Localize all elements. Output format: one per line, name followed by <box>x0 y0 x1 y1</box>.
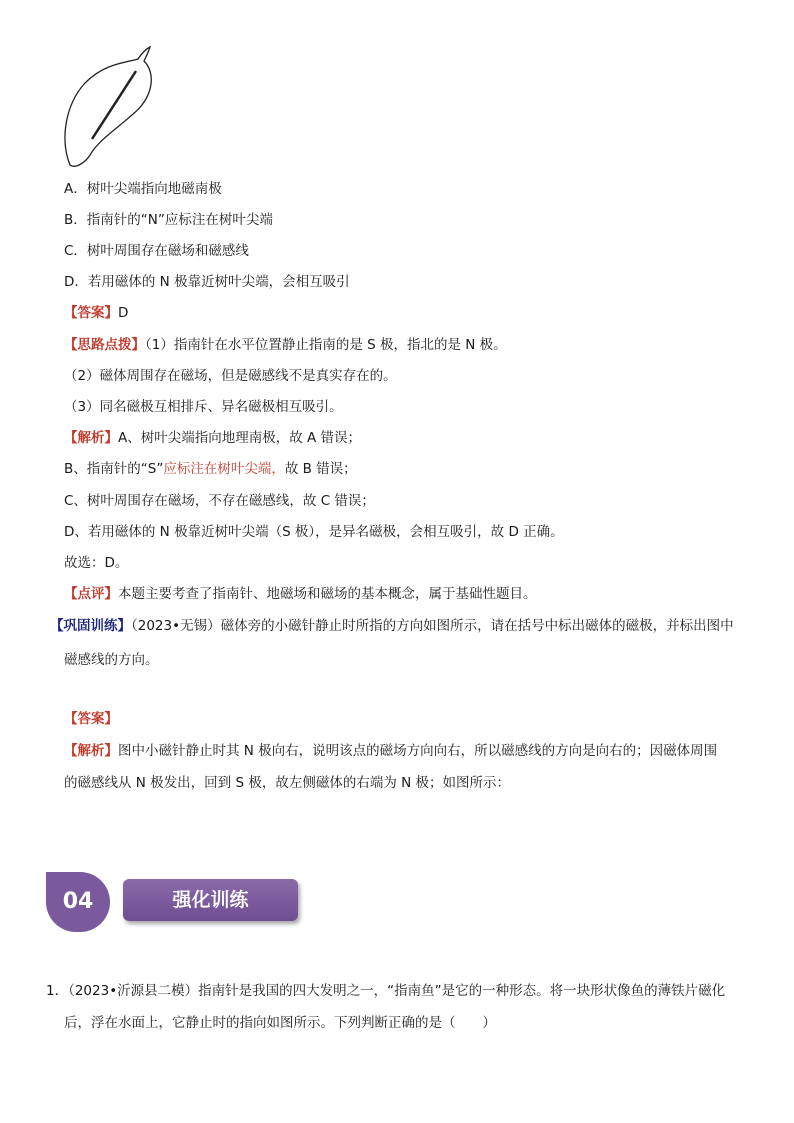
question-1-line-2: 后，浮在水面上，它静止时的指向如图所示。下列判断正确的是（ ） <box>64 1015 496 1031</box>
analysis-line-d: D、若用磁体的 N 极靠近树叶尖端（S 极），是异名磁极，会相互吸引，故 D 正确。 <box>64 524 564 540</box>
answer2-line <box>64 709 118 729</box>
comment-tag: 【点评】 <box>64 586 118 602</box>
consolidation-line-1 <box>50 616 734 636</box>
analysis-text-b-pre: B、指南针的“S” <box>64 461 164 477</box>
tips-line-1 <box>64 335 507 355</box>
comment-line <box>64 584 537 604</box>
tips-line-2: （2）磁体周围存在磁场，但是磁感线不是真实存在的。 <box>64 368 397 384</box>
leaf-figure <box>60 45 160 170</box>
section-number-badge: 04 <box>46 872 110 932</box>
analysis-text-a: A、树叶尖端指向地理南极，故 A 错误； <box>118 430 362 446</box>
consolidation-tag: 【巩固训练】 <box>50 618 131 634</box>
answer-value: D <box>118 305 129 321</box>
analysis2-tag: 【解析】 <box>64 743 118 759</box>
question-1-line-1: 1．（2023•沂源县二模）指南针是我国的四大发明之一，“指南鱼”是它的一种形态。将一块形状像鱼的薄铁片磁化 <box>46 983 726 999</box>
analysis-text-b-mid: 应标注在树叶尖端， <box>163 461 285 477</box>
analysis2-line-2: 的磁感线从 N 极发出，回到 S 极，故左侧磁体的右端为 N 极；如图所示： <box>64 775 511 791</box>
section-title-banner: 强化训练 <box>123 879 298 921</box>
option-a: A．树叶尖端指向地磁南极 <box>64 181 222 197</box>
tips-text-1: （1）指南针在水平位置静止指南的是 S 极，指北的是 N 极。 <box>145 337 507 353</box>
analysis-line-b <box>64 459 357 479</box>
consolidation-text-1: （2023•无锡）磁体旁的小磁针静止时所指的方向如图所示，请在括号中标出磁体的磁极，并标出图中 <box>131 618 734 634</box>
analysis-text-b-post: 故 B 错误； <box>284 461 357 477</box>
consolidation-line-2: 磁感线的方向。 <box>64 652 159 668</box>
answer2-tag: 【答案】 <box>64 711 118 727</box>
choose-line: 故选：D。 <box>64 555 129 571</box>
leaf-outline <box>65 47 151 166</box>
compass-needle <box>92 71 136 139</box>
analysis-line-a <box>64 428 361 448</box>
answer-tag: 【答案】 <box>64 305 118 321</box>
comment-text: 本题主要考查了指南针、地磁场和磁场的基本概念，属于基础性题目。 <box>118 586 537 602</box>
option-d: D．若用磁体的 N 极靠近树叶尖端，会相互吸引 <box>64 274 350 290</box>
analysis-tag: 【解析】 <box>64 430 118 446</box>
tips-tag: 【思路点拨】 <box>64 337 145 353</box>
analysis2-text-1: 图中小磁针静止时其 N 极向右，说明该点的磁场方向向右，所以磁感线的方向是向右的；因磁体周围 <box>118 743 718 759</box>
option-c: C．树叶周围存在磁场和磁感线 <box>64 243 249 259</box>
analysis2-line-1 <box>64 741 717 761</box>
answer-line <box>64 303 128 323</box>
tips-line-3: （3）同名磁极互相排斥、异名磁极相互吸引。 <box>64 399 343 415</box>
option-b: B．指南针的“N”应标注在树叶尖端 <box>64 212 273 228</box>
analysis-line-c: C、树叶周围存在磁场，不存在磁感线，故 C 错误； <box>64 493 375 509</box>
